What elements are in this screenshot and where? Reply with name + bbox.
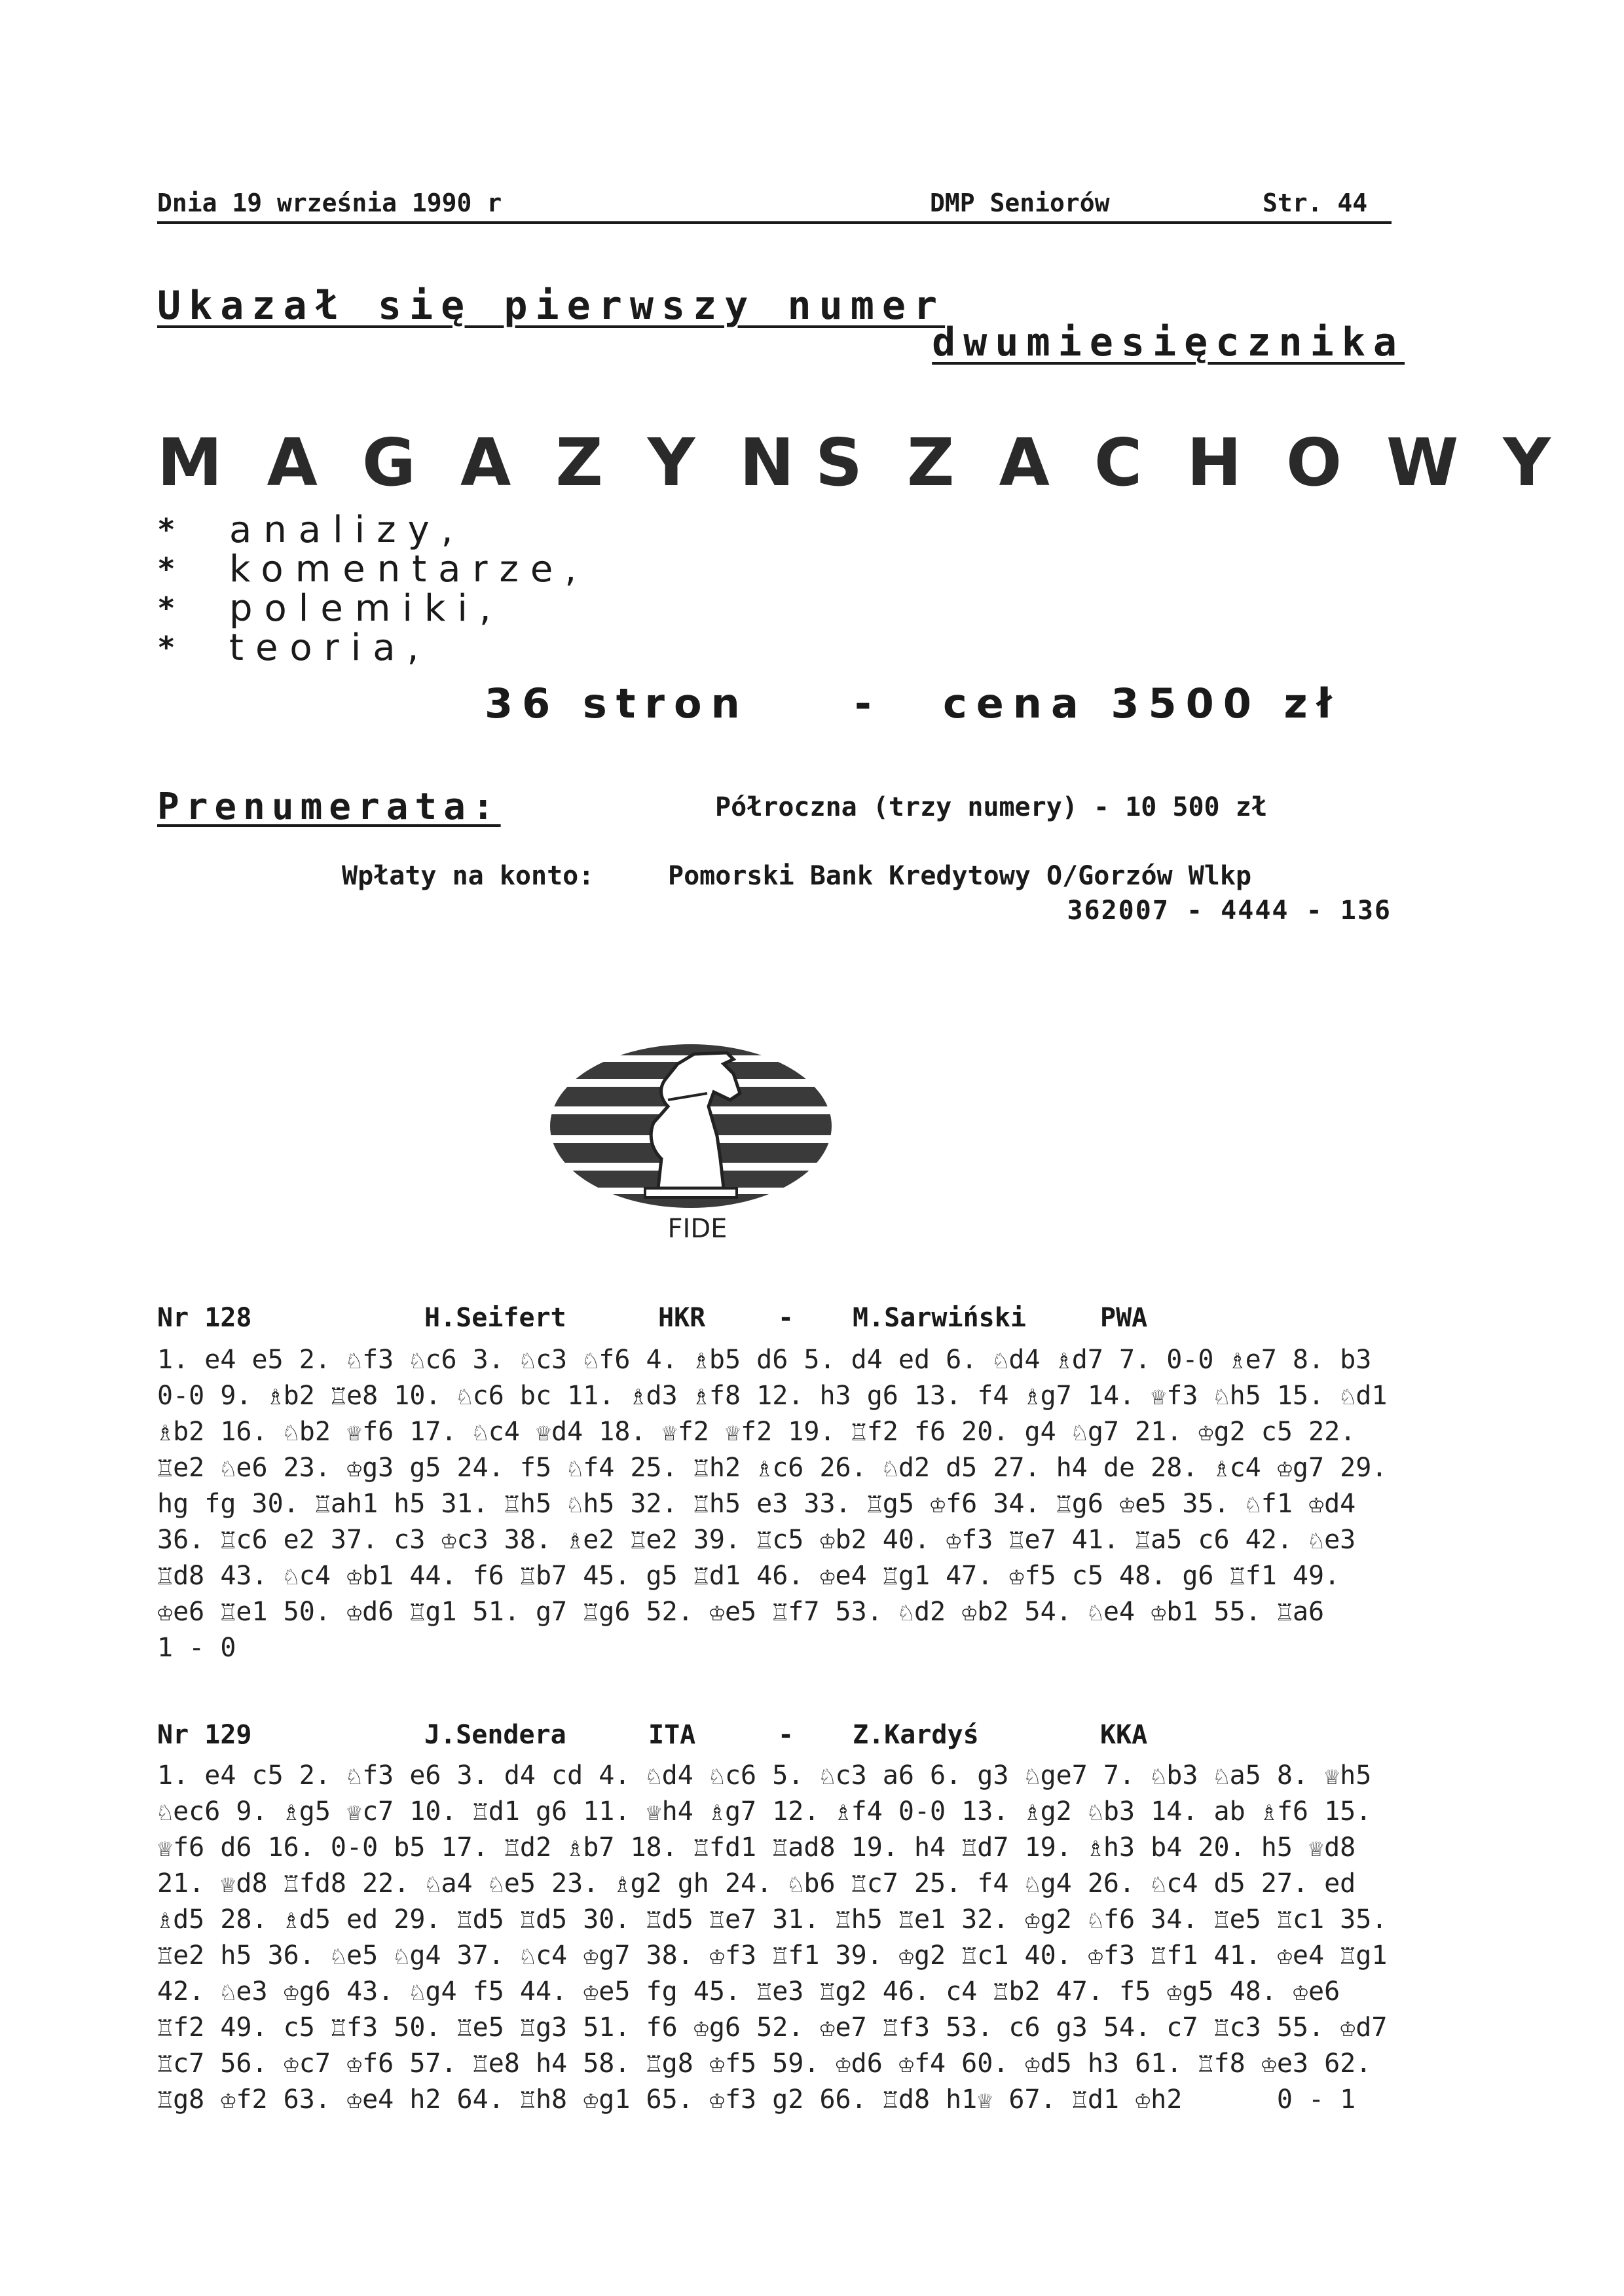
price: cena 3500 zł (943, 680, 1341, 727)
feature-text: analizy, (229, 508, 465, 551)
player-separator: - (778, 1720, 794, 1750)
feature-text: polemiki, (229, 587, 503, 630)
feature-text: komentarze, (229, 547, 589, 591)
subscription-value: Półroczna (trzy numery) - 10 500 zł (715, 792, 1267, 822)
black-country: PWA (1100, 1303, 1148, 1333)
game-number: Nr 129 (157, 1720, 252, 1750)
feature-item (157, 547, 589, 591)
payment-label: Wpłaty na konto: (342, 861, 595, 891)
feature-text: teoria, (229, 626, 431, 669)
white-country: HKR (658, 1303, 706, 1333)
asterisk-icon: * (157, 512, 175, 547)
header-page: Str. 44 (1263, 189, 1368, 217)
pricing-line (485, 680, 1401, 725)
subscription-label: Prenumerata: (157, 786, 501, 828)
black-player: Z.Kardyś (853, 1720, 979, 1750)
white-player: H.Seifert (424, 1303, 566, 1333)
game-result: 0 - 1 (1276, 2085, 1356, 2115)
page-header (157, 185, 1392, 224)
pricing-dash: - (855, 680, 881, 727)
moves-text: 1. e4 e5 2. ♘f3 ♘c6 3. ♘c3 ♘f6 4. ♗b5 d6 5. d4 ed 6. ♘d4 ♗d7 7. 0-0 ♗e7 8. b3 0-0 9. ♗b2 ♖e8 10. ♘c6 bc 11. ♗d3 ♗f8 12. h3 g6 13. f4 ♗g7 14. ♕f3 ♘h5 15. ♘d1 ♗b2 16. ♘b2 ♕f6 17. ♘c4 ♕d4 18. ♕f2 ♕f2 19. ♖f2 f6 20. g4 ♘g7 21. ♔g2 c5 22. ♖e2 ♘e6 23. ♔g3 g5 24. f5 ♘f4 25. ♖h2 ♗c6 26. ♘d2 d5 27. h4 de 28. ♗c4 ♔g7 29. hg fg 30. ♖ah1 h5 31. ♖h5 ♘h5 32. ♖h5 e3 33. ♖g5 ♔f6 34. ♖g6 ♔e5 35. ♘f1 ♔d4 36. ♖c6 e2 37. c3 ♔c3 38. ♗e2 ♖e2 39. ♖c5 ♔b2 40. ♔f3 ♖e7 41. ♖a5 c6 42. ♘e3 ♖d8 43. ♘c4 ♔b1 44. f6 ♖b7 45. g5 ♖d1 46. ♔e4 ♖g1 47. ♔f5 c5 48. g6 ♖f1 49. ♔e6 ♖e1 50. ♔d6 ♖g1 51. g7 ♖g6 52. ♔e5 ♖f7 53. ♘d2 ♔b2 54. ♘e4 ♔b1 55. ♖a6 (157, 1345, 1403, 1627)
game-header (157, 1303, 1401, 1337)
white-country: ITA (648, 1720, 696, 1750)
feature-list (157, 508, 589, 669)
header-date: Dnia 19 września 1990 r (157, 189, 502, 217)
fide-knight-globe-icon (537, 1028, 845, 1244)
header-event: DMP Seniorów (930, 189, 1110, 217)
game-moves (157, 1342, 1401, 1666)
asterisk-icon: * (157, 591, 175, 626)
fide-logo (537, 1028, 845, 1244)
feature-item (157, 626, 588, 669)
page-count: 36 stron (485, 680, 749, 727)
asterisk-icon: * (157, 630, 175, 665)
payment-bank: Pomorski Bank Kredytowy O/Gorzów Wlkp (668, 861, 1252, 891)
game-number: Nr 128 (157, 1303, 252, 1333)
player-separator: - (778, 1303, 794, 1333)
game-header (157, 1720, 1401, 1754)
white-player: J.Sendera (424, 1720, 566, 1750)
ad-headline-2: dwumiesięcznika (932, 319, 1405, 365)
black-player: M.Sarwiński (853, 1303, 1026, 1333)
fide-logo-text: FIDE (667, 1214, 728, 1244)
ad-headline-1: Ukazał się pierwszy numer (157, 283, 946, 329)
account-number: 362007 - 4444 - 136 (1067, 896, 1392, 926)
magazine-title-right: SZACHOWY (815, 424, 1595, 501)
asterisk-icon: * (157, 551, 175, 587)
feature-item (157, 508, 588, 551)
game-moves (157, 1758, 1401, 2118)
moves-text: 1. e4 c5 2. ♘f3 e6 3. d4 cd 4. ♘d4 ♘c6 5. ♘c3 a6 6. g3 ♘ge7 7. ♘b3 ♘a5 8. ♕h5 ♘ec6 9. ♗g5 ♕c7 10. ♖d1 g6 11. ♕h4 ♗g7 12. ♗f4 0-0 13. ♗g2 ♘b3 14. ab ♗f6 15. ♕f6 d6 16. 0-0 b5 17. ♖d2 ♗b7 18. ♖fd1 ♖ad8 19. h4 ♖d7 19. ♗h3 b4 20. h5 ♕d8 21. ♕d8 ♖fd8 22. ♘a4 ♘e5 23. ♗g2 gh 24. ♘b6 ♖c7 25. f4 ♘g4 26. ♘c4 d5 27. ed ♗d5 28. ♗d5 ed 29. ♖d5 ♖d5 30. ♖d5 ♖e7 31. ♖h5 ♖e1 32. ♔g2 ♘f6 34. ♖e5 ♖c1 35. ♖e2 h5 36. ♘e5 ♘g4 37. ♘c4 ♔g7 38. ♔f3 ♖f1 39. ♔g2 ♖c1 40. ♔f3 ♖f1 41. ♔e4 ♖g1 42. ♘e3 ♔g6 43. ♘g4 f5 44. ♔e5 fg 45. ♖e3 ♖g2 46. c4 ♖b2 47. f5 ♔g5 48. ♔e6 ♖f2 49. c5 ♖f3 50. ♖e5 ♖g3 51. f6 ♔g6 52. ♔e7 ♖f3 53. c6 g3 54. c7 ♖c3 55. ♔d7 ♖c7 56. ♔c7 ♔f6 57. ♖e8 h4 58. ♖g8 ♔f5 59. ♔d6 ♔f4 60. ♔d5 h3 61. ♖f8 ♔e3 62. ♖g8 ♔f2 63. ♔e4 h2 64. ♖h8 ♔g1 65. ♔f3 g2 66. ♖d8 h1♕ 67. ♖d1 ♔h2 (157, 1760, 1403, 2115)
black-country: KKA (1100, 1720, 1148, 1750)
magazine-title-left: MAGAZYN (157, 424, 839, 501)
feature-item (157, 587, 588, 630)
game-result: 1 - 0 (157, 1633, 236, 1663)
